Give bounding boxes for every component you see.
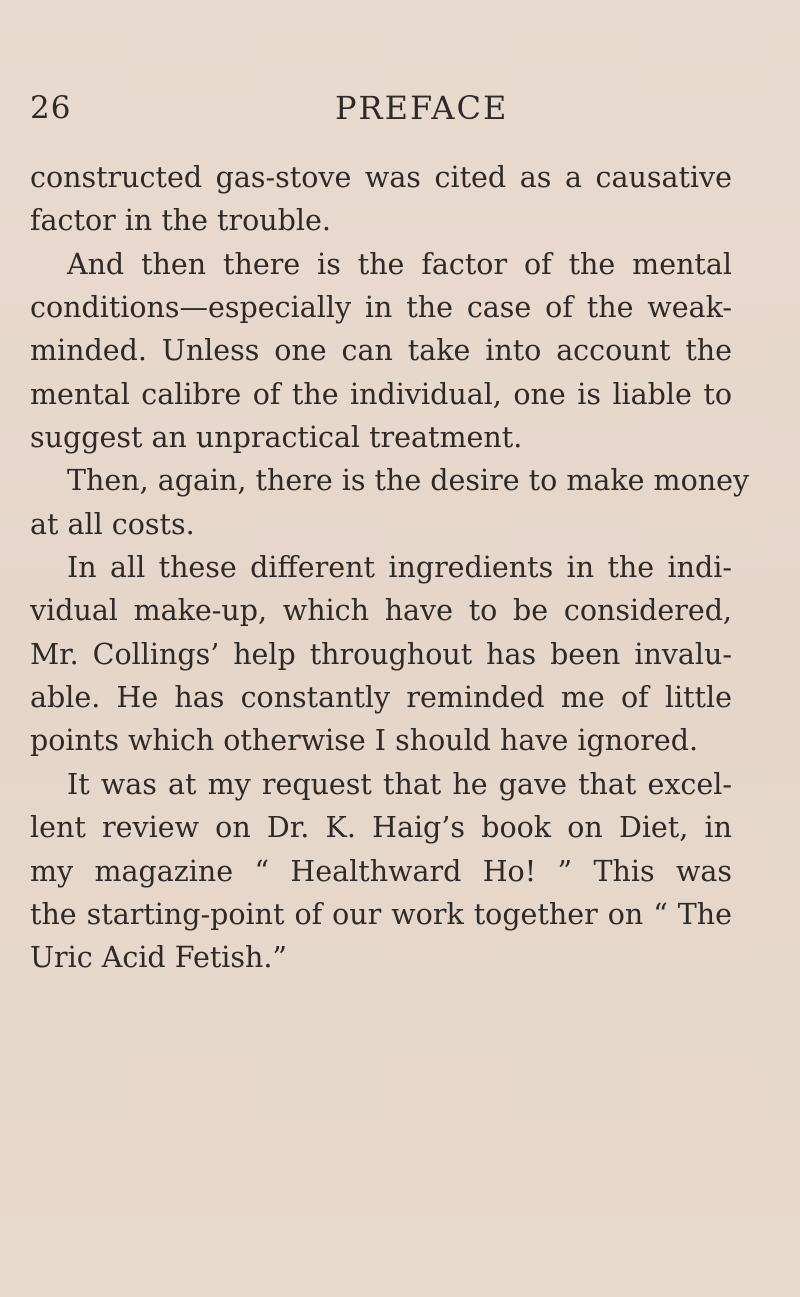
- text-line: constructed gas-stove was cited as a causative: [30, 161, 732, 194]
- text-line: mental calibre of the individual, one is liable to: [30, 377, 732, 411]
- text-line: minded. Unless one can take into account the: [30, 334, 732, 368]
- text-line: lent review on Dr. K. Haig’s book on Diet, in: [30, 811, 732, 845]
- running-head: PREFACE: [335, 89, 509, 127]
- page-number: 26: [30, 90, 72, 126]
- text-line: Mr. Collings’ help throughout has been invalu-: [30, 637, 732, 671]
- text-line: Then, again, there is the desire to make money: [67, 464, 750, 498]
- text-line: vidual make-up, which have to be considered,: [30, 594, 732, 628]
- text-line: suggest an unpractical treatment.: [30, 421, 523, 455]
- text-line: able. He has constantly reminded me of little: [30, 681, 732, 715]
- text-line: Uric Acid Fetish.”: [30, 941, 288, 975]
- text-line: the starting-point of our work together on “ The: [30, 897, 732, 931]
- body-text: [30, 156, 750, 980]
- text-line: at all costs.: [30, 507, 195, 541]
- text-line: factor in the trouble.: [30, 204, 331, 238]
- text-line: conditions—especially in the case of the weak-: [30, 291, 732, 325]
- text-line: It was at my request that he gave that excel-: [67, 767, 732, 801]
- text-line: my magazine “ Healthward Ho! ” This was: [30, 854, 732, 888]
- text-line: In all these different ingredients in the indi-: [67, 551, 732, 585]
- text-line: points which otherwise I should have ignored.: [30, 724, 699, 758]
- page-header: [30, 88, 732, 128]
- text-line: And then there is the factor of the mental: [67, 247, 732, 281]
